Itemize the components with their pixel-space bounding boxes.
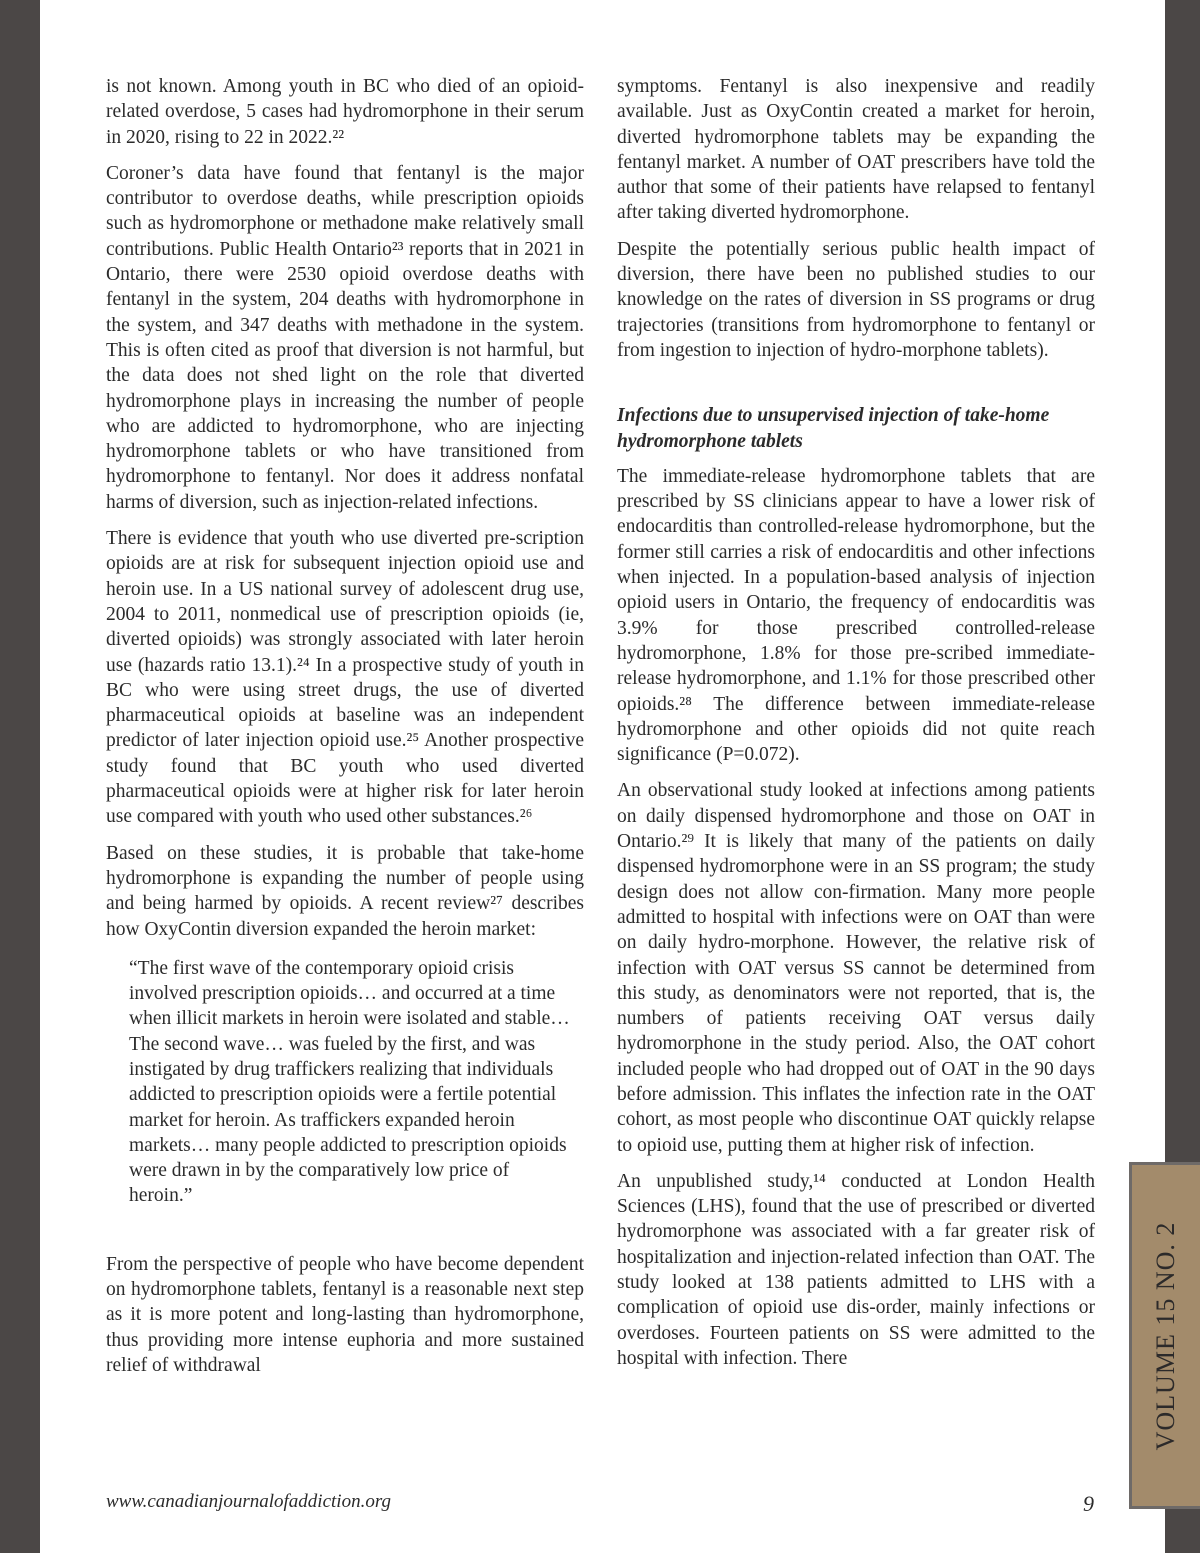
paragraph: An observational study looked at infections among patients on daily dispensed hydromorphone and those on OAT in Ontario.²⁹ It is likely that many of the patients on daily dispensed hydromorphone were in an SS program; the study design does not allow con-firmation. Many more people admitted to hospital with infections were on OAT than were on daily hydro-morphone. However, the relative risk of infection with OAT versus SS cannot be determined from this study, as denominators were not reported, that is, the numbers of patients receiving OAT versus daily hydromorphone in the study period. Also, the OAT cohort included people who had dropped out of OAT in the 90 days before admission. This inflates the infection rate in the OAT cohort, as most people who discontinue OAT quickly relapse to opioid use, putting them at higher risk of infection. <box>617 780 1095 1156</box>
paragraph: Despite the potentially serious public health impact of diversion, there have been no published studies to our knowledge on the rates of diversion in SS programs or drug trajectories (transitions from hydromorphone to fentanyl or from ingestion to injection of hydro-morphone tablets). <box>617 238 1095 361</box>
paragraph: symptoms. Fentanyl is also inexpensive and readily available. Just as OxyContin created a market for heroin, diverted hydromorphone tablets may be expanding the fentanyl market. A number of OAT prescribers have told the author that some of their patients have relapsed to fentanyl after taking diverted hydromorphone. <box>617 76 1095 224</box>
paragraph: There is evidence that youth who use diverted pre-scription opioids are at risk for subsequent injection opioid use and heroin use. In a US national survey of adolescent drug use, 2004 to 2011, nonmedical use of prescription opioids (ie, diverted opioids) was strongly associated with later heroin use (hazards ratio 13.1).²⁴ In a prospective study of youth in BC who were using street drugs, the use of diverted pharmaceutical opioids at baseline was an independent predictor of later injection opioid use.²⁵ Another prospective study found that BC youth who used diverted pharmaceutical opioids were at higher risk for later heroin use compared with youth who used other substances.²⁶ <box>106 528 584 828</box>
volume-tab <box>1129 1162 1200 1509</box>
journal-url[interactable]: www.canadianjournalofaddiction.org <box>106 1491 392 1512</box>
paragraph: Based on these studies, it is probable that take-home hydromorphone is expanding the number of people using and being harmed by opioids. A recent review²⁷ describes how OxyContin diversion expanded the heroin market: <box>106 842 584 940</box>
right-column <box>617 74 1095 1382</box>
paragraph: The immediate-release hydromorphone tablets that are prescribed by SS clinicians appear to have a lower risk of endocarditis than controlled-release hydromorphone, but the former still carries a risk of endocarditis and other infections when injected. In a population-based analysis of injection opioid users in Ontario, the frequency of endocarditis was 3.9% for those prescribed controlled-release hydromorphone, 1.8% for those pre-scribed immediate-release hydromorphone, and 1.1% for those prescribed other opioids.²⁸ The difference between immediate-release hydromorphone and other opioids did not quite reach significance (P=0.072). <box>617 465 1095 766</box>
paragraph: is not known. Among youth in BC who died of an opioid-related overdose, 5 cases had hydromorphone in their serum in 2020, rising to 22 in 2022.²² <box>106 76 584 148</box>
section-heading: Infections due to unsupervised injection of take-home hydromorphone tablets <box>617 405 1050 452</box>
page-number: 9 <box>1083 1491 1094 1516</box>
volume-label: VOLUME 15 NO. 2 <box>1151 1221 1180 1450</box>
block-quote: “The first wave of the contemporary opioid crisis involved prescription opioids… and occurred at a time when illicit markets in heroin were isolated and stable… The second wave… was fueled by the first, and was instigated by drug traffickers realizing that individuals addicted to prescription opioids were a fertile potential market for heroin. As traffickers expanded heroin markets… many people addicted to prescription opioids were drawn in by the comparatively low price of heroin.” <box>129 957 570 1207</box>
paragraph: From the perspective of people who have become dependent on hydromorphone tablets, fentanyl is a reasonable next step as it is more potent and long-lasting than hydromorphone, thus providing more intense euphoria and more sustained relief of withdrawal <box>106 1253 584 1376</box>
paragraph: An unpublished study,¹⁴ conducted at London Health Sciences (LHS), found that the use of prescribed or diverted hydromorphone was associated with a far greater risk of hospitalization and injection-related infection than OAT. The study looked at 138 patients admitted to LHS with a complication of opioid use dis-order, mainly infections or overdoses. Fourteen patients on SS were admitted to the hospital with infection. There <box>617 1170 1095 1369</box>
paragraph: Coroner’s data have found that fentanyl is the major contributor to overdose deaths, while prescription opioids such as hydromorphone or methadone make relatively small contributions. Public Health Ontario²³ reports that in 2021 in Ontario, there were 2530 opioid overdose deaths with fentanyl in the system, 204 deaths with hydromorphone in the system, and 347 deaths with methadone in the system. This is often cited as proof that diversion is not harmful, but the data does not shed light on the role that diverted hydromorphone plays in increasing the number of people who are addicted to hydromorphone, who are injecting hydromorphone tablets or who have transitioned from hydromorphone to fentanyl. Nor does it address nonfatal harms of diversion, such as injection-related infections. <box>106 162 584 513</box>
left-column <box>106 74 584 1389</box>
